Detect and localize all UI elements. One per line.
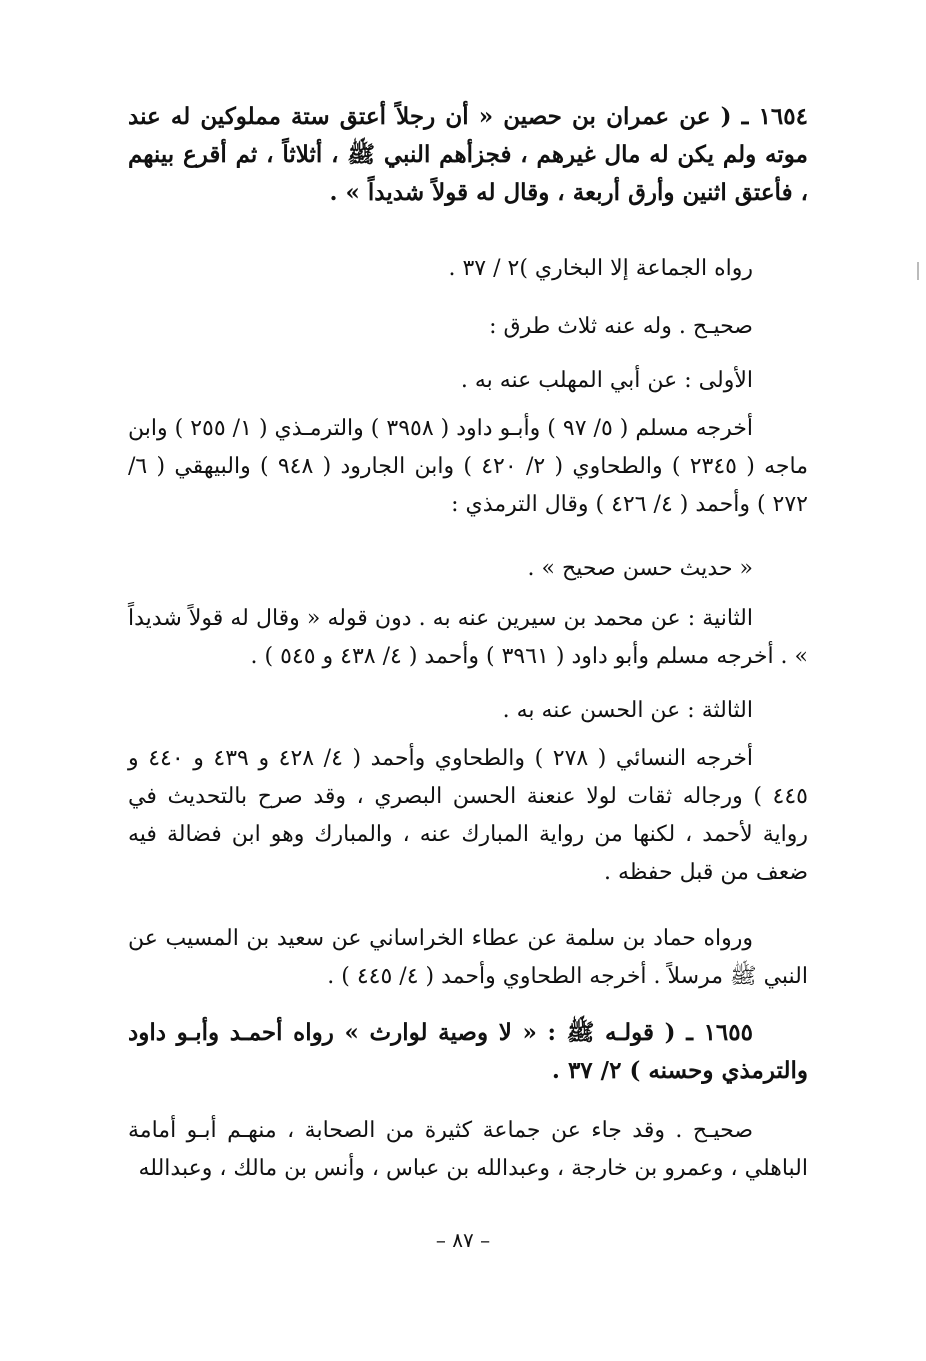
mursal-note: ورواه حماد بن سلمة عن عطاء الخراساني عن سعيد بن المسيب عن النبي ﷺ مرسلاً . أخرجه الطحاوي وأحمد ( ٤/ ٤٤٥ ) . (128, 926, 808, 989)
second-route: الثانية : عن محمد بن سيرين عنه به . دون قوله « وقال له قولاً شديداً » . أخرجه مسلم وأبو داود ( ٣٩٦١ ) وأحمد ( ٤/ ٤٣٨ و ٥٤٥ ) . (128, 606, 808, 669)
page-number: – ٨٧ – (435, 1228, 491, 1252)
hadith-1654-grade: صحيـح . وله عنه ثلاث طرق : (489, 314, 753, 339)
hadith-1655-grade: صحيـح . وقد جاء عن جماعة كثيرة من الصحابة ، منهـم أبـو أمامة الباهلي ، وعمرو بن خارجة ، وعبدالله بن عباس ، وأنس بن مالك ، وعبدالله (128, 1118, 808, 1181)
first-route: الأولى : عن أبي المهلب عنه به . (460, 368, 753, 393)
third-route: الثالثة : عن الحسن عنه به . (502, 698, 753, 723)
tirmidhi-quote: « حديث حسن صحيح » . (527, 556, 753, 581)
hadith-1654-narration: رواه الجماعة إلا البخاري )٢ / ٣٧ . (448, 256, 753, 281)
hadith-1655-text: ١٦٥٥ ـ ( قولـه ﷺ : « لا وصية لوارث » رواه أحمـد وأبـو داود والترمذي وحسنه ) ٢/ ٣٧ . (128, 1019, 808, 1084)
first-takhrij: أخرجه مسلم ( ٥/ ٩٧ ) وأبـو داود ( ٣٩٥٨ ) والترمـذي ( ١/ ٢٥٥ ) وابن ماجه ( ٢٣٤٥ ) والطحاوي ( ٢/ ٤٢٠ ) وابن الجارود ( ٩٤٨ ) والبيهقي ( ٦/ ٢٧٢ ) وأحمد ( ٤/ ٤٢٦ ) وقال الترمذي : (128, 416, 809, 517)
margin-mark (917, 262, 919, 280)
hadith-1654-text: ١٦٥٤ ـ ( عن عمران بن حصين « أن رجلاً أعتق ستة مملوكين له عند موته ولم يكن له مال غيرهم ، فجزأهم النبي ﷺ ، أثلاثاً ، ثم أقرع بينهم ، فأعتق اثنين وأرق أربعة ، وقال له قولاً شديداً » . (128, 103, 808, 206)
third-takhrij: أخرجه النسائي ( ٢٧٨ ) والطحاوي وأحمد ( ٤/ ٤٢٨ و ٤٣٩ و ٤٤٠ و ٤٤٥ ) ورجاله ثقات لولا عنعنة الحسن البصري ، وقد صرح بالتحديث في رواية لأحمد ، لكنها من رواية المبارك عنه ، والمبارك وهو ابن فضالة فيه ضعف من قبل حفظه . (128, 746, 808, 885)
